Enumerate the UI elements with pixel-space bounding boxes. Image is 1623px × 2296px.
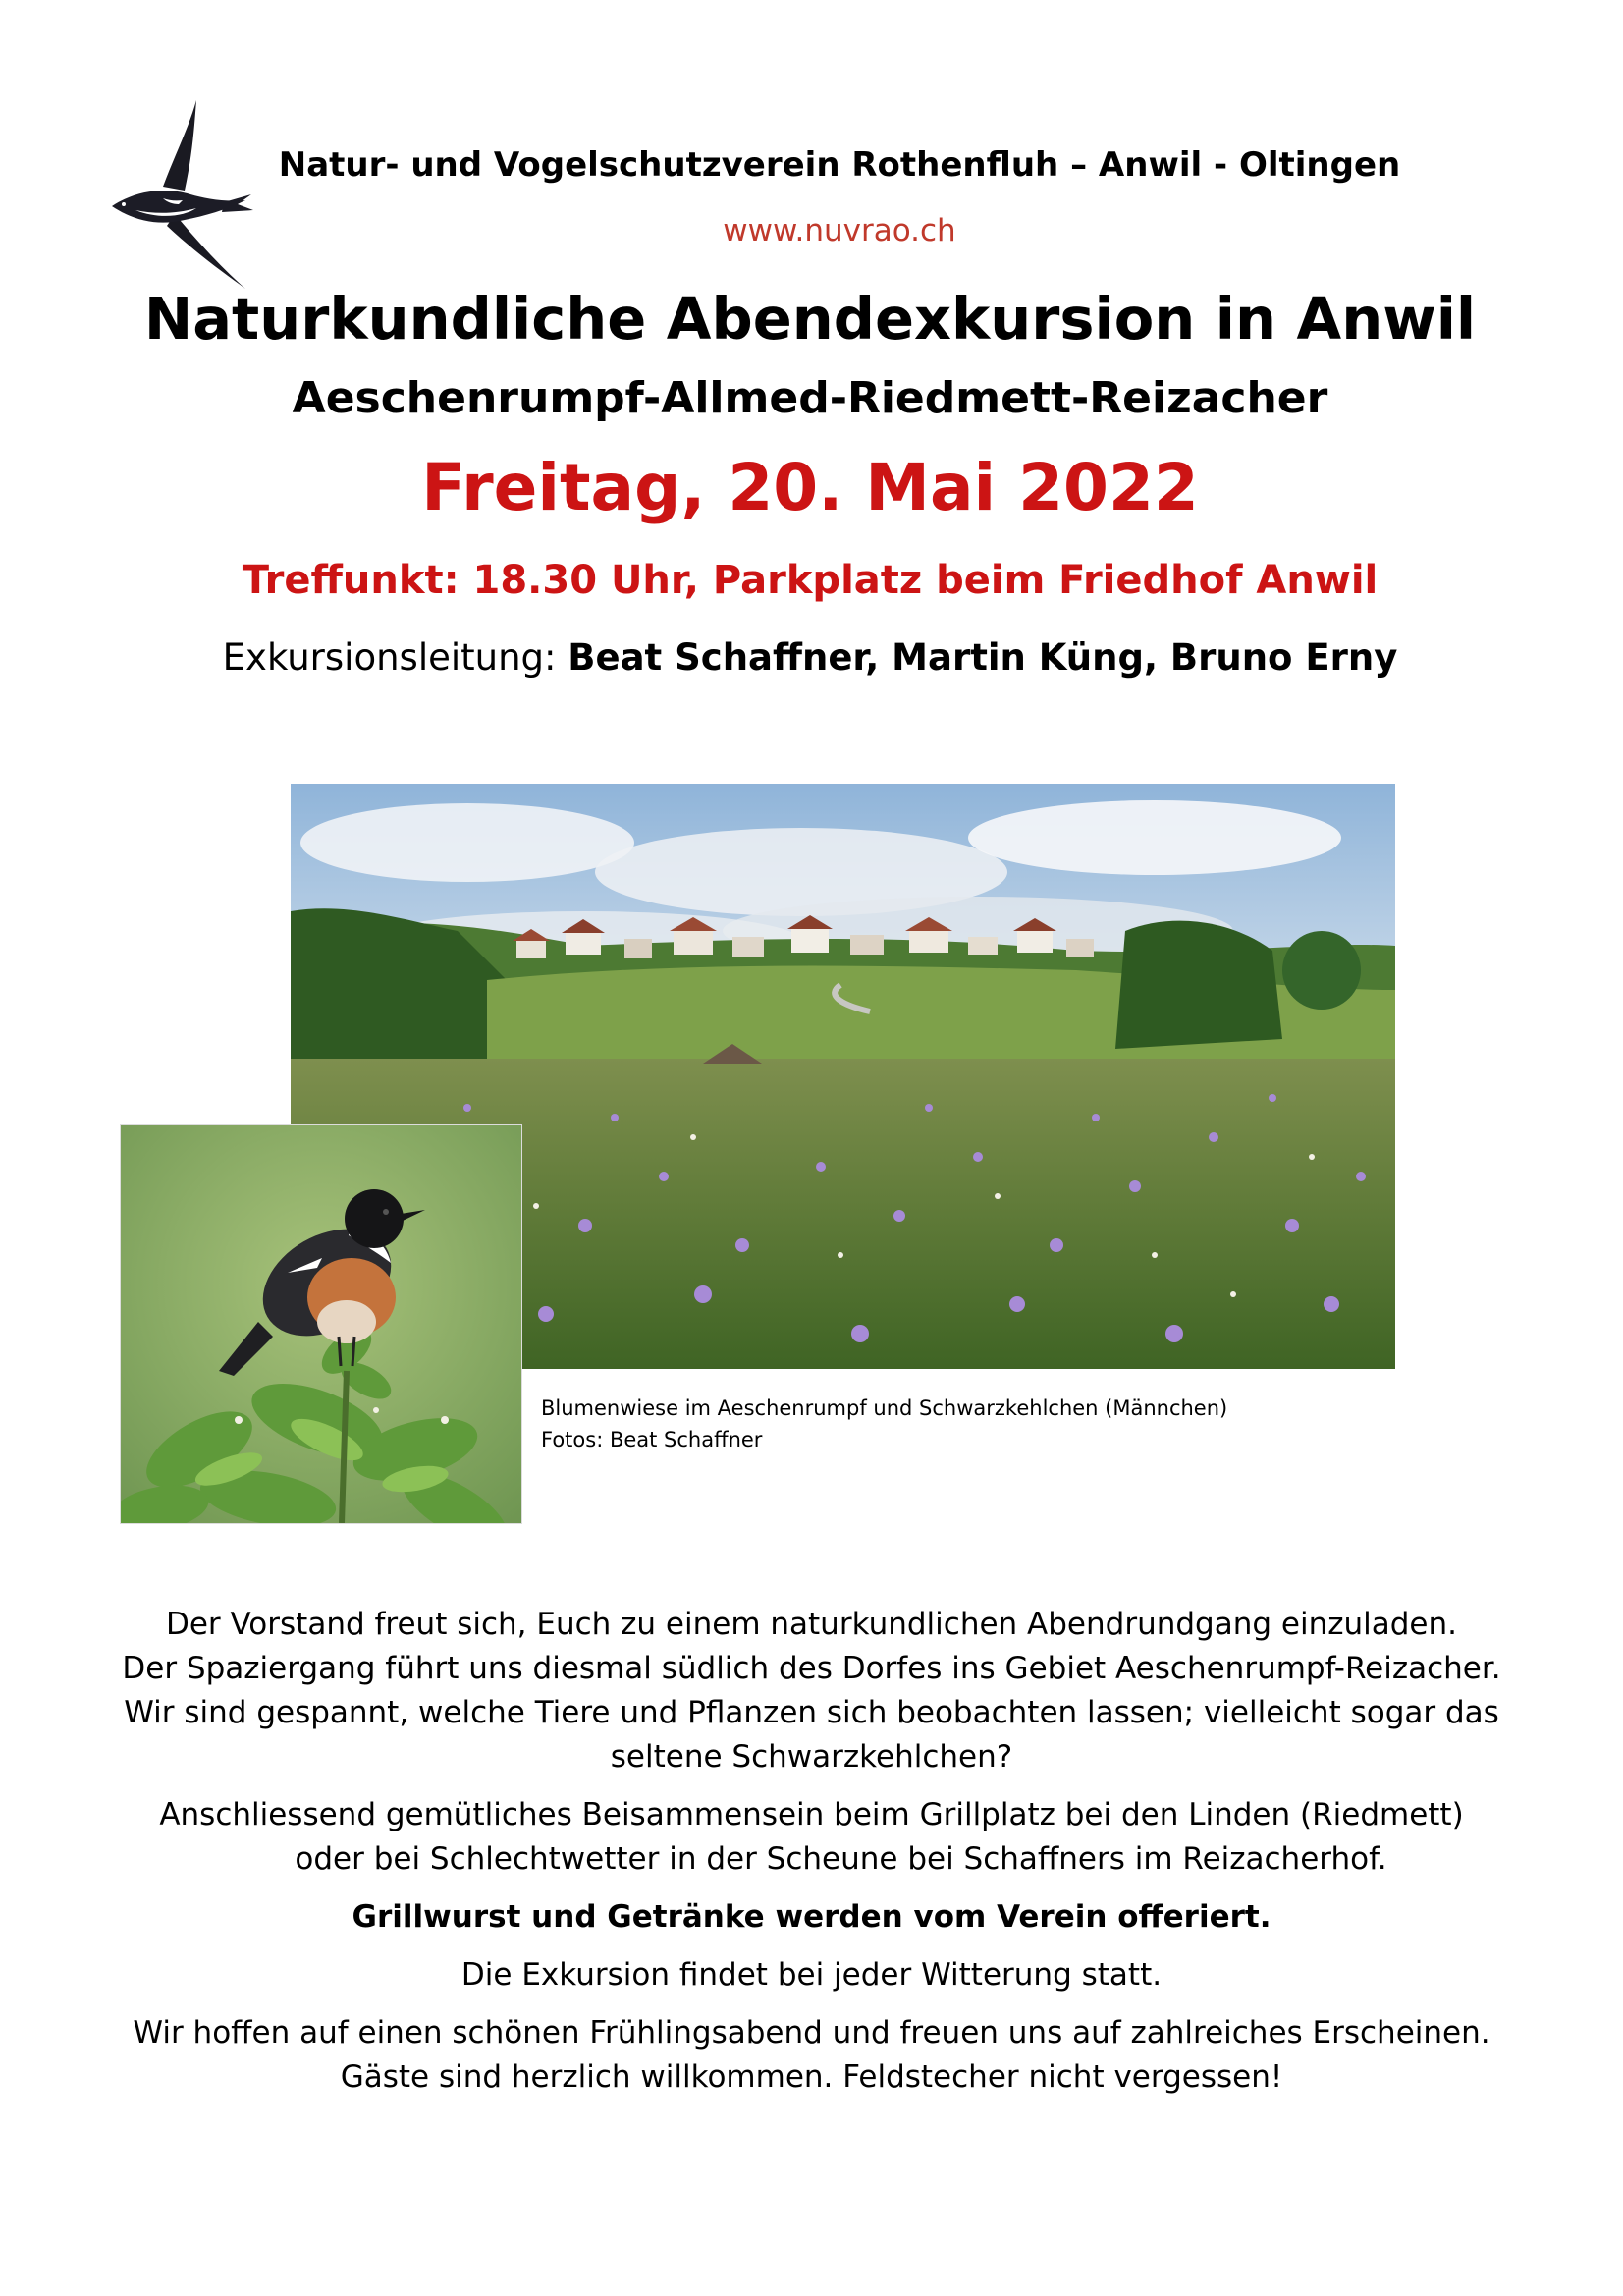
meeting-point: Treffunkt: 18.30 Uhr, Parkplatz beim Friedhof Anwil (242, 558, 1379, 603)
caption-line-description: Blumenwiese im Aeschenrumpf und Schwarzkehlchen (Männchen) (541, 1396, 1228, 1420)
leaders-label: Exkursionsleitung: (222, 636, 557, 679)
excursion-leaders (118, 636, 1502, 679)
closing-line: Gäste sind herzlich willkommen. Feldstecher nicht vergessen! (340, 2059, 1283, 2095)
event-title: Naturkundliche Abendexkursion in Anwil (143, 285, 1477, 353)
gathering-paragraph (79, 1793, 1544, 1882)
swallow-icon (106, 96, 253, 293)
intro-line: Der Vorstand freut sich, Euch zu einem naturkundlichen Abendrundgang einzuladen. (165, 1607, 1458, 1642)
intro-paragraph (79, 1603, 1544, 1779)
caption-line-credits: Fotos: Beat Schaffner (541, 1428, 763, 1451)
body-text (79, 1603, 1544, 2100)
weather-notice: Die Exkursion findet bei jeder Witterung statt. (460, 1957, 1163, 1993)
closing-paragraph (79, 2011, 1544, 2100)
intro-line: Der Spaziergang führt uns diesmal südlich des Dorfes ins Gebiet Aeschenrumpf-Reizacher. (122, 1651, 1501, 1686)
stonechat-photo (121, 1125, 521, 1523)
intro-line: Wir sind gespannt, welche Tiere und Pflanzen sich beobachten lassen; vielleicht sogar das (124, 1695, 1499, 1730)
intro-line: seltene Schwarzkehlchen? (610, 1739, 1013, 1775)
closing-line: Wir hoffen auf einen schönen Frühlingsabend und freuen uns auf zahlreiches Erscheinen. (133, 2015, 1490, 2050)
event-date: Freitag, 20. Mai 2022 (421, 450, 1199, 525)
website-link[interactable]: www.nuvrao.ch (723, 213, 956, 248)
swallow-logo (106, 96, 253, 293)
leaders-names: Beat Schaffner, Martin Küng, Bruno Erny (568, 636, 1398, 679)
organization-name: Natur- und Vogelschutzverein Rothenfluh – Anwil - Oltingen (278, 145, 1401, 185)
gathering-line: oder bei Schlechtwetter in der Scheune bei Schaffners im Reizacherhof. (295, 1841, 1387, 1877)
gathering-line: Anschliessend gemütliches Beisammensein beim Grillplatz bei den Linden (Riedmett) (159, 1797, 1464, 1832)
grill-notice: Grillwurst und Getränke werden vom Verein offeriert. (352, 1899, 1271, 1935)
event-subtitle: Aeschenrumpf-Allmed-Riedmett-Reizacher (292, 373, 1328, 423)
photo-caption (541, 1393, 1425, 1455)
